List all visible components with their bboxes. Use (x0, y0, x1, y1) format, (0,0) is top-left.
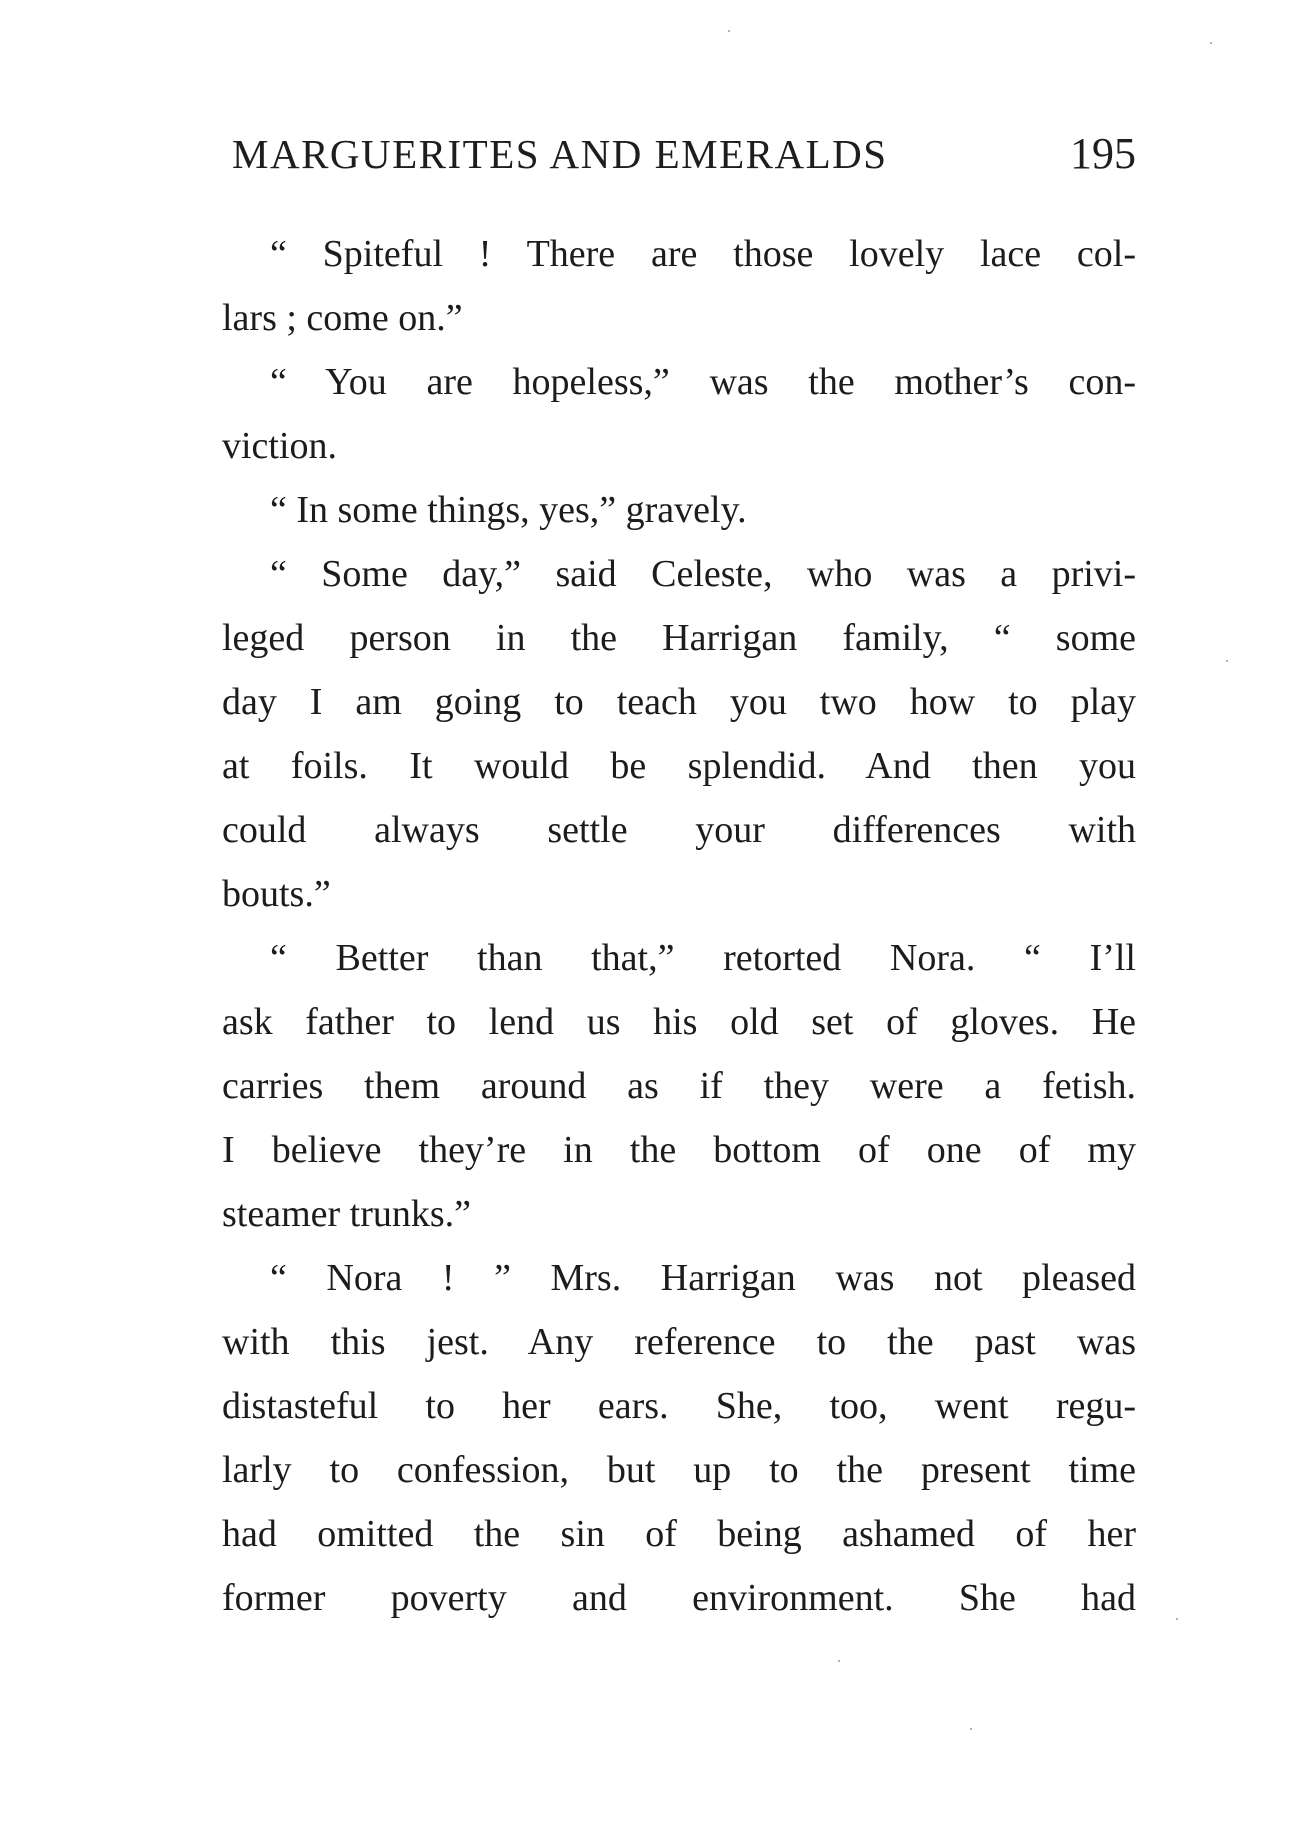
text-line: day I am going to teach you two how to play (222, 681, 1136, 723)
text-line: “ In some things, yes,” gravely. (270, 489, 747, 531)
text-line: “ You are hopeless,” was the mother’s con- (270, 361, 1136, 403)
text-line: lars ; come on.” (222, 297, 463, 339)
text-line: larly to confession, but up to the present time (222, 1449, 1136, 1491)
text-line: “ Spiteful ! There are those lovely lace col- (270, 233, 1136, 275)
text-line: at foils. It would be splendid. And then you (222, 745, 1136, 787)
paper-speck (728, 30, 730, 32)
text-line: former poverty and environment. She had (222, 1577, 1136, 1619)
running-head (232, 128, 1136, 190)
body-text (222, 222, 1136, 1630)
text-line: I believe they’re in the bottom of one of my (222, 1129, 1136, 1171)
text-line: viction. (222, 425, 338, 467)
text-line: “ Some day,” said Celeste, who was a privi- (270, 553, 1136, 595)
text-line: had omitted the sin of being ashamed of her (222, 1513, 1136, 1555)
paper-speck (838, 1660, 840, 1662)
text-line: leged person in the Harrigan family, “ some (222, 617, 1136, 659)
text-line: with this jest. Any reference to the past was (222, 1321, 1136, 1363)
text-line: “ Better than that,” retorted Nora. “ I’ll (270, 937, 1136, 979)
text-line: carries them around as if they were a fetish. (222, 1065, 1136, 1107)
text-line: steamer trunks.” (222, 1193, 472, 1235)
paper-speck (970, 1728, 972, 1730)
text-line: distasteful to her ears. She, too, went regu- (222, 1385, 1136, 1427)
paper-speck (1226, 660, 1228, 662)
running-head-title: MARGUERITES AND EMERALDS (232, 131, 888, 177)
paper-speck (1176, 1618, 1178, 1620)
text-line: bouts.” (222, 873, 331, 915)
paper-speck (1210, 42, 1212, 44)
text-line: could always settle your differences with (222, 809, 1136, 851)
page-number: 195 (1070, 129, 1136, 178)
text-line: ask father to lend us his old set of gloves. He (222, 1001, 1136, 1043)
text-line: “ Nora ! ” Mrs. Harrigan was not pleased (270, 1257, 1136, 1299)
